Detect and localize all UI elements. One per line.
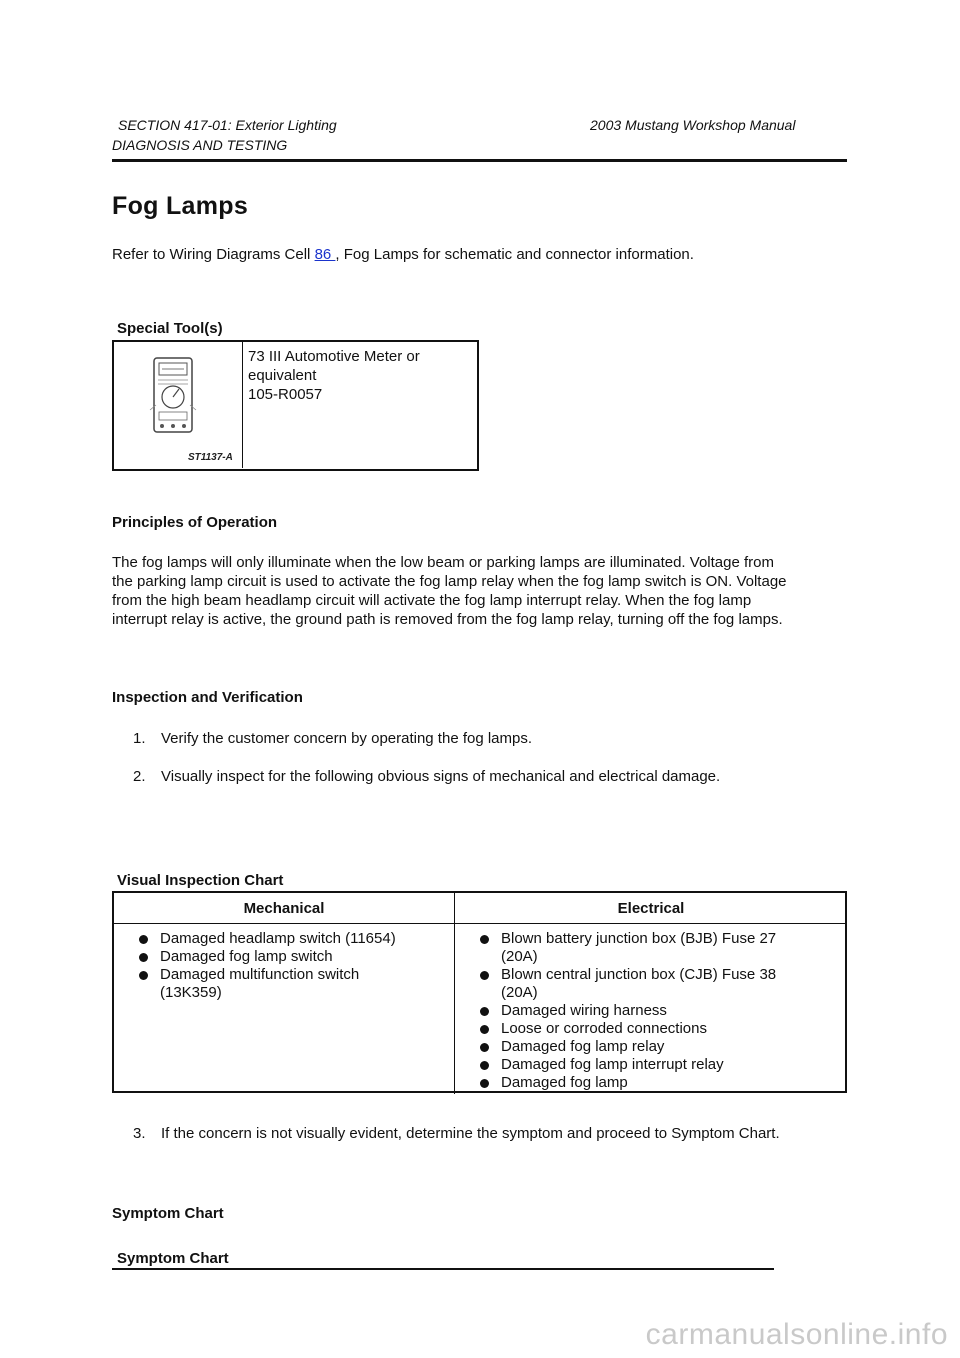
list-item: Blown central junction box (CJB) Fuse 38 (20A) bbox=[455, 966, 847, 1002]
list-item: Loose or corroded connections bbox=[455, 1020, 847, 1038]
step-number: 3. bbox=[133, 1125, 146, 1142]
bullet-icon bbox=[480, 971, 489, 980]
multimeter-image bbox=[114, 342, 243, 468]
inspection-heading: Inspection and Verification bbox=[112, 689, 303, 706]
intro-text-before: Refer to Wiring Diagrams Cell bbox=[112, 246, 315, 263]
principles-heading: Principles of Operation bbox=[112, 514, 278, 531]
list-item: Damaged wiring harness bbox=[455, 1002, 847, 1020]
col-electrical: Electrical bbox=[455, 893, 848, 924]
page-title: Fog Lamps bbox=[112, 192, 249, 220]
step-number: 1. bbox=[133, 730, 146, 747]
header-subtitle: DIAGNOSIS AND TESTING bbox=[112, 137, 288, 153]
header-rule bbox=[112, 159, 847, 162]
symptom-table-heading: Symptom Chart bbox=[117, 1250, 229, 1267]
principles-line: from the high beam headlamp circuit will activate the fog lamp interrupt relay. When the fog lamp bbox=[112, 592, 752, 609]
multimeter-icon bbox=[114, 342, 242, 468]
visual-inspection-table bbox=[112, 891, 847, 1093]
electrical-cell bbox=[455, 924, 848, 1095]
intro-paragraph bbox=[112, 245, 694, 264]
principles-line: interrupt relay is active, the ground path is removed from the fog lamp relay, turning off the fog lamps. bbox=[112, 611, 783, 628]
bullet-icon bbox=[480, 1043, 489, 1052]
list-item: Damaged fog lamp relay bbox=[455, 1038, 847, 1056]
wiring-cell-link[interactable]: 86 bbox=[314, 246, 336, 263]
watermark: carmanualsonline.info bbox=[645, 1318, 948, 1351]
col-mechanical: Mechanical bbox=[114, 893, 455, 924]
special-tools-heading: Special Tool(s) bbox=[117, 320, 223, 337]
step-number: 2. bbox=[133, 768, 146, 785]
principles-line: The fog lamps will only illuminate when the low beam or parking lamps are illuminated. Voltage from bbox=[112, 554, 774, 571]
section-header: SECTION 417-01: Exterior Lighting bbox=[118, 117, 337, 133]
step-text: Verify the customer concern by operating the fog lamps. bbox=[161, 730, 533, 747]
bullet-icon bbox=[480, 1025, 489, 1034]
bullet-icon bbox=[480, 935, 489, 944]
bullet-icon bbox=[480, 1007, 489, 1016]
principles-line: the parking lamp circuit is used to activate the fog lamp relay when the fog lamp switch is ON. Voltage bbox=[112, 573, 787, 590]
tool-part-number: 105-R0057 bbox=[248, 386, 323, 403]
list-item: Damaged multifunction switch (13K359) bbox=[114, 966, 454, 1002]
list-item: Blown battery junction box (BJB) Fuse 27 (20A) bbox=[455, 930, 847, 966]
list-item: Damaged fog lamp interrupt relay bbox=[455, 1056, 847, 1074]
step-text: Visually inspect for the following obvious signs of mechanical and electrical damage. bbox=[161, 768, 721, 785]
symptom-heading: Symptom Chart bbox=[112, 1205, 224, 1222]
visual-inspection-grid bbox=[114, 893, 847, 1094]
principles-paragraph bbox=[112, 553, 852, 629]
visual-chart-heading: Visual Inspection Chart bbox=[117, 872, 284, 889]
bullet-icon bbox=[480, 1061, 489, 1070]
bullet-icon bbox=[480, 1079, 489, 1088]
list-item: Damaged fog lamp bbox=[455, 1074, 847, 1092]
symptom-table-rule bbox=[112, 1268, 774, 1270]
manual-title: 2003 Mustang Workshop Manual bbox=[590, 117, 796, 133]
bullet-icon bbox=[139, 971, 148, 980]
step-text: If the concern is not visually evident, determine the symptom and proceed to Symptom Chart. bbox=[161, 1125, 780, 1142]
intro-text-after: , Fog Lamps for schematic and connector information. bbox=[335, 246, 694, 263]
tool-description bbox=[248, 347, 420, 404]
tool-name-line2: equivalent bbox=[248, 367, 317, 384]
bullet-icon bbox=[139, 935, 148, 944]
list-item: Damaged headlamp switch (11654) bbox=[114, 930, 454, 948]
tool-name-line1: 73 III Automotive Meter or bbox=[248, 348, 420, 365]
mechanical-cell bbox=[114, 924, 455, 1095]
tool-image-label: ST1137-A bbox=[188, 452, 233, 463]
bullet-icon bbox=[139, 953, 148, 962]
list-item: Damaged fog lamp switch bbox=[114, 948, 454, 966]
